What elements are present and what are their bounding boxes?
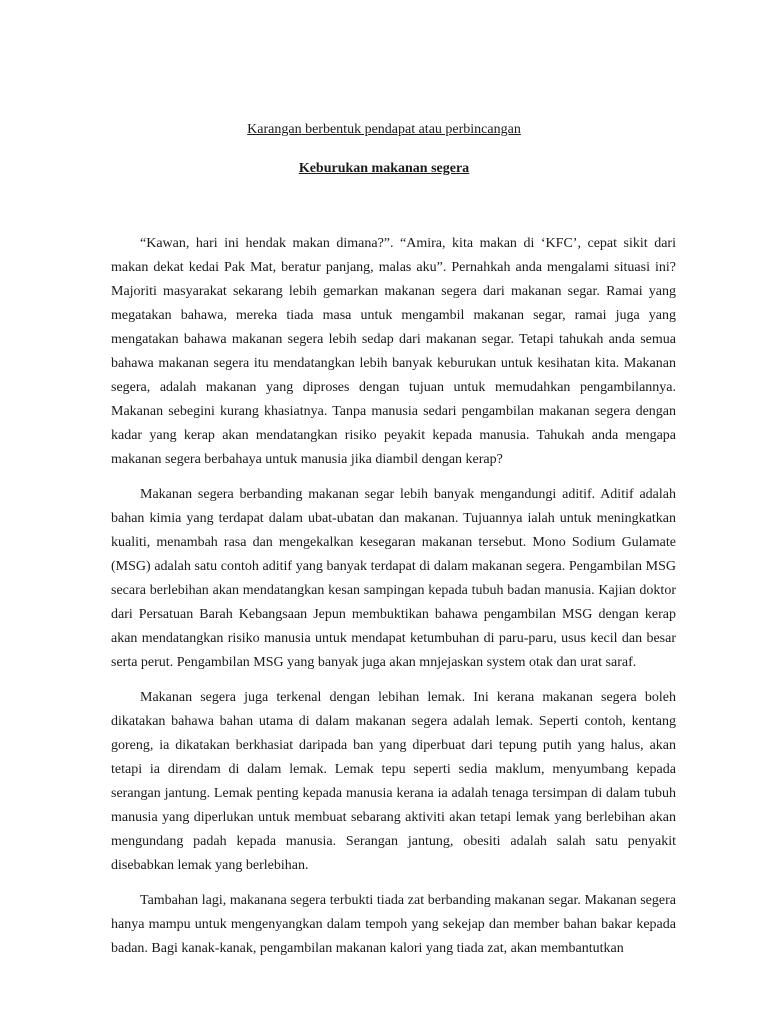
essay-subtitle: Karangan berbentuk pendapat atau perbincangan [247,122,521,137]
essay-title: Keburukan makanan segera [298,161,470,176]
paragraph-1: “Kawan, hari ini hendak makan dimana?”. “Amira, kita makan di ‘KFC’, cepat sikit dari makan dekat kedai Pak Mat, beratur panjang, malas aku”. Pernahkah anda mengalami situasi ini? Majoriti masyarakat sekarang lebih gemarkan makanan segera dari makanan segar. Ramai yang megatakan bahawa, mereka tiada masa untuk mengambil makanan segar, ramai juga yang mengatakan bahawa makanan segera lebih sedap dari makanan segar. Tetapi tahukah anda semua bahawa makanan segera itu mendatangkan lebih banyak keburukan untuk kesihatan kita. Makanan segera, adalah makanan yang diproses dengan tujuan untuk memudahkan pengambilannya. Makanan sebegini kurang khasiatnya. Tanpa manusia sedari pengambilan makanan segera dengan kadar yang kerap akan mendatangkan risiko peyakit kepada manusia. Tahukah anda mengapa makanan segera berbahaya untuk manusia jika diambil dengan kerap? [111,236,676,467]
paragraph-2: Makanan segera berbanding makanan segar lebih banyak mengandungi aditif. Aditif adalah bahan kimia yang terdapat dalam ubat-ubatan dan makanan. Tujuannya ialah untuk meningkatkan kualiti, menambah rasa dan mengekalkan kesegaran makanan tersebut. Mono Sodium Gulamate (MSG) adalah satu contoh aditif yang banyak terdapat di dalam makanan segera. Pengambilan MSG secara berlebihan akan mendatangkan kesan sampingan kepada tubuh badan manusia. Kajian doktor dari Persatuan Barah Kebangsaan Jepun membuktikan bahawa pengambilan MSG dengan kerap akan mendatangkan risiko manusia untuk mendapat ketumbuhan di paru-paru, usus kecil dan besar serta perut. Pengambilan MSG yang banyak juga akan mnjejaskan system otak dan urat saraf. [111,487,676,670]
paragraph-4: Tambahan lagi, makanana segera terbukti tiada zat berbanding makanan segar. Makanan segera hanya mampu untuk mengenyangkan dalam tempoh yang sekejap dan member bahan bakar kepada badan. Bagi kanak-kanak, pengambilan makanan kalori yang tiada zat, akan membantutkan [111,893,676,956]
essay-body [111,232,676,972]
paragraph-3: Makanan segera juga terkenal dengan lebihan lemak. Ini kerana makanan segera boleh dikatakan bahawa bahan utama di dalam makanan segera adalah lemak. Seperti contoh, kentang goreng, ia dikatakan berkhasiat daripada ban yang diperbuat dari tepung putih yang halus, akan tetapi ia direndam di dalam lemak. Lemak tepu seperti sedia maklum, menyumbang kepada serangan jantung. Lemak penting kepada manusia kerana ia adalah tenaga tersimpan di dalam tubuh manusia yang diperlukan untuk membuat sebarang aktiviti akan tetapi lemak yang berlebihan akan mengundang padah kepada manusia. Serangan jantung, obesiti adalah salah satu penyakit disebabkan lemak yang berlebihan. [111,690,676,873]
